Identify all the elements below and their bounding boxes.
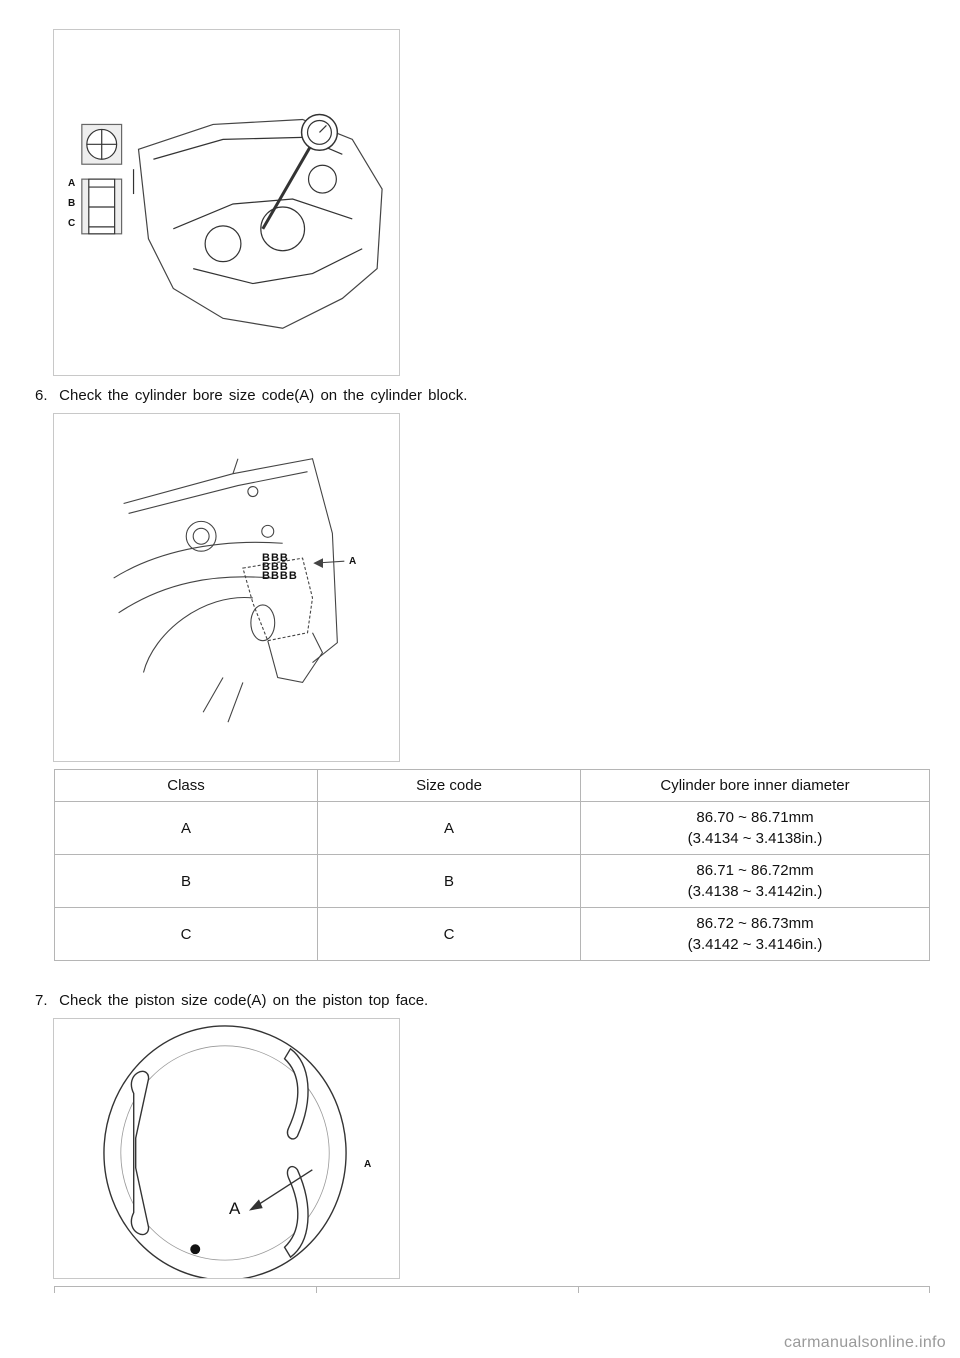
table-row [55, 908, 930, 961]
diameter-mm: 86.72 ~ 86.73mm [696, 915, 814, 932]
cell-size-code: A [318, 802, 581, 855]
next-table-divider [54, 1287, 55, 1293]
block-code-6: B [279, 561, 289, 573]
step-6-text: Check the cylinder bore size code(A) on the cylinder block. [59, 387, 468, 404]
step-6 [35, 387, 467, 404]
cell-class: A [55, 802, 318, 855]
next-table-divider [316, 1287, 317, 1293]
table-header-row [55, 770, 930, 802]
piston-top-figure [53, 1018, 400, 1279]
block-code-2: B [270, 552, 280, 564]
piston-top-illustration [54, 1019, 399, 1278]
bore-gauge-illustration [54, 30, 399, 375]
cell-size-code: C [318, 908, 581, 961]
piston-callout-a: A [364, 1159, 372, 1170]
table-row [55, 802, 930, 855]
bore-class-table [54, 769, 930, 961]
bore-label-a: A [68, 178, 76, 189]
diameter-mm: 86.70 ~ 86.71mm [696, 809, 814, 826]
header-diameter: Cylinder bore inner diameter [581, 770, 930, 802]
block-code-3: B [279, 552, 289, 564]
step-7 [35, 992, 428, 1009]
diameter-mm: 86.71 ~ 86.72mm [696, 862, 814, 879]
next-table-divider [929, 1287, 930, 1293]
block-code-7: B [262, 570, 271, 582]
step-7-text: Check the piston size code(A) on the piston top face. [59, 992, 429, 1009]
block-code-8: B [270, 570, 280, 582]
cell-class: B [55, 855, 318, 908]
block-code-4: B [262, 561, 271, 573]
header-class: Class [55, 770, 318, 802]
cell-class: C [55, 908, 318, 961]
piston-size-mark: A [229, 1199, 241, 1218]
cell-diameter [581, 802, 930, 855]
block-callout-a: A [349, 556, 357, 567]
cell-diameter [581, 908, 930, 961]
step-7-number: 7. [35, 992, 48, 1009]
diameter-in: (3.4138 ~ 3.4142in.) [687, 883, 823, 900]
table-row [55, 855, 930, 908]
diameter-in: (3.4142 ~ 3.4146in.) [687, 936, 823, 953]
bore-gauge-figure [53, 29, 400, 376]
next-table-top-border [54, 1286, 930, 1287]
bore-label-c: C [68, 218, 76, 229]
step-6-number: 6. [35, 387, 48, 404]
block-code-9: B [279, 570, 289, 582]
block-code-1: B [262, 552, 271, 564]
block-size-codes [262, 554, 312, 581]
cell-diameter [581, 855, 930, 908]
next-table-divider [578, 1287, 579, 1293]
block-code-10: B [288, 570, 298, 582]
diameter-in: (3.4134 ~ 3.4138in.) [687, 830, 823, 847]
cell-size-code: B [318, 855, 581, 908]
header-size-code: Size code [318, 770, 581, 802]
block-code-5: B [270, 561, 280, 573]
block-code-illustration [54, 414, 399, 761]
block-code-figure [53, 413, 400, 762]
bore-label-b: B [68, 198, 76, 209]
site-watermark: carmanualsonline.info [784, 1334, 946, 1351]
